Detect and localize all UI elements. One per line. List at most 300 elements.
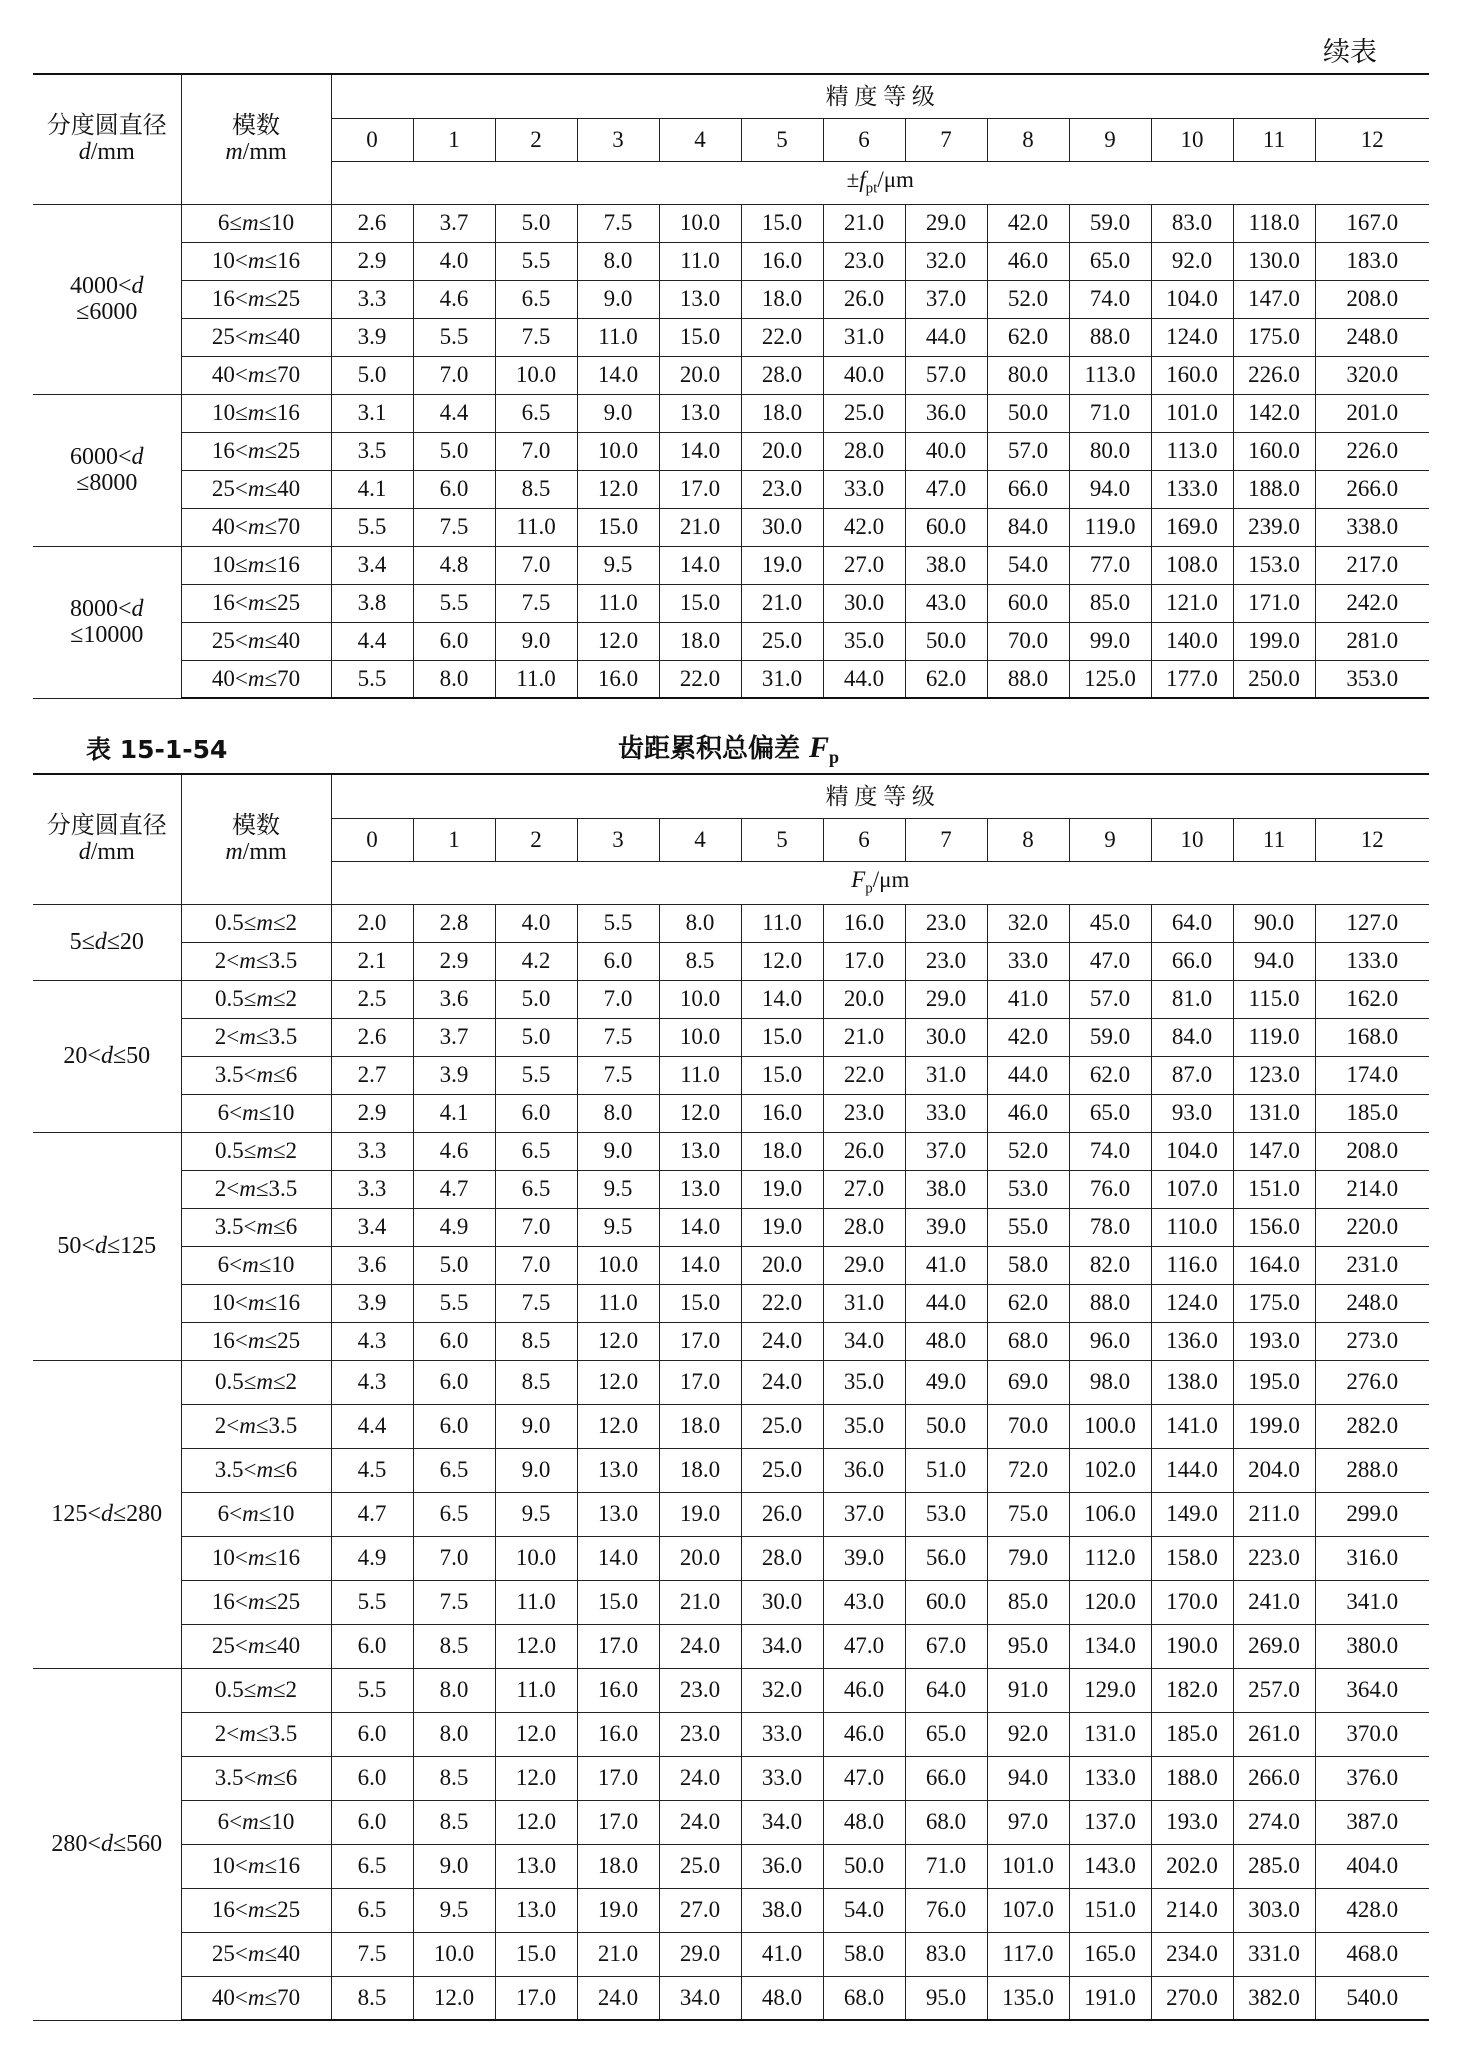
value-cell: 39.0 [905, 1208, 987, 1246]
value-cell: 29.0 [659, 1932, 741, 1976]
value-cell: 36.0 [823, 1448, 905, 1492]
value-cell: 15.0 [741, 1056, 823, 1094]
value-cell: 62.0 [905, 660, 987, 698]
module-range: 6<m≤10 [181, 1492, 331, 1536]
value-cell: 4.5 [331, 1448, 413, 1492]
value-cell: 37.0 [905, 1132, 987, 1170]
value-cell: 53.0 [987, 1170, 1069, 1208]
value-cell: 4.7 [331, 1492, 413, 1536]
value-cell: 26.0 [823, 280, 905, 318]
value-cell: 2.1 [331, 942, 413, 980]
value-cell: 6.0 [331, 1712, 413, 1756]
value-cell: 168.0 [1315, 1018, 1429, 1056]
value-cell: 8.5 [413, 1800, 495, 1844]
table-row [33, 1404, 1429, 1448]
value-cell: 6.5 [413, 1448, 495, 1492]
value-cell: 119.0 [1233, 1018, 1315, 1056]
value-cell: 288.0 [1315, 1448, 1429, 1492]
value-cell: 136.0 [1151, 1322, 1233, 1360]
value-cell: 28.0 [741, 1536, 823, 1580]
value-cell: 41.0 [905, 1246, 987, 1284]
value-cell: 8.5 [413, 1756, 495, 1800]
value-cell: 10.0 [577, 1246, 659, 1284]
value-cell: 16.0 [577, 1668, 659, 1712]
value-cell: 74.0 [1069, 1132, 1151, 1170]
value-cell: 48.0 [741, 1976, 823, 2020]
value-cell: 164.0 [1233, 1246, 1315, 1284]
table-row [33, 1170, 1429, 1208]
module-range: 2<m≤3.5 [181, 1404, 331, 1448]
value-cell: 35.0 [823, 622, 905, 660]
value-cell: 85.0 [987, 1580, 1069, 1624]
value-cell: 24.0 [659, 1756, 741, 1800]
grade-5: 5 [741, 818, 823, 861]
value-cell: 120.0 [1069, 1580, 1151, 1624]
value-cell: 34.0 [659, 1976, 741, 2020]
value-cell: 17.0 [495, 1976, 577, 2020]
value-cell: 3.3 [331, 1132, 413, 1170]
value-cell: 17.0 [577, 1756, 659, 1800]
table-row [33, 242, 1429, 280]
value-cell: 4.6 [413, 1132, 495, 1170]
value-cell: 316.0 [1315, 1536, 1429, 1580]
value-cell: 234.0 [1151, 1932, 1233, 1976]
value-cell: 9.0 [495, 1404, 577, 1448]
table-row [33, 1976, 1429, 2020]
value-cell: 276.0 [1315, 1360, 1429, 1404]
value-cell: 193.0 [1233, 1322, 1315, 1360]
value-cell: 54.0 [823, 1888, 905, 1932]
value-cell: 24.0 [741, 1322, 823, 1360]
value-cell: 50.0 [905, 622, 987, 660]
module-range: 3.5<m≤6 [181, 1448, 331, 1492]
value-cell: 6.0 [413, 470, 495, 508]
value-cell: 171.0 [1233, 584, 1315, 622]
value-cell: 9.0 [577, 394, 659, 432]
value-cell: 59.0 [1069, 1018, 1151, 1056]
table-row [33, 1844, 1429, 1888]
value-cell: 269.0 [1233, 1624, 1315, 1668]
value-cell: 25.0 [741, 622, 823, 660]
value-cell: 38.0 [905, 546, 987, 584]
value-cell: 140.0 [1151, 622, 1233, 660]
grade-10: 10 [1151, 118, 1233, 161]
value-cell: 11.0 [495, 660, 577, 698]
value-cell: 133.0 [1315, 942, 1429, 980]
value-cell: 214.0 [1315, 1170, 1429, 1208]
value-cell: 11.0 [741, 904, 823, 942]
table-row [33, 356, 1429, 394]
value-cell: 12.0 [495, 1800, 577, 1844]
value-cell: 3.6 [413, 980, 495, 1018]
module-range: 6<m≤10 [181, 1094, 331, 1132]
value-cell: 67.0 [905, 1624, 987, 1668]
diameter-range: 280<d≤560 [33, 1668, 181, 2020]
value-cell: 78.0 [1069, 1208, 1151, 1246]
value-cell: 47.0 [905, 470, 987, 508]
module-range: 10<m≤16 [181, 1284, 331, 1322]
grade-1: 1 [413, 118, 495, 161]
value-cell: 141.0 [1151, 1404, 1233, 1448]
value-cell: 92.0 [987, 1712, 1069, 1756]
table-row [33, 1132, 1429, 1170]
value-cell: 217.0 [1315, 546, 1429, 584]
value-cell: 28.0 [741, 356, 823, 394]
value-cell: 10.0 [495, 356, 577, 394]
table-row [33, 660, 1429, 698]
grade-11: 11 [1233, 118, 1315, 161]
diameter-range: 5≤d≤20 [33, 904, 181, 980]
value-cell: 42.0 [823, 508, 905, 546]
value-cell: 138.0 [1151, 1360, 1233, 1404]
value-cell: 160.0 [1151, 356, 1233, 394]
value-cell: 24.0 [659, 1624, 741, 1668]
value-cell: 54.0 [987, 546, 1069, 584]
value-cell: 21.0 [823, 204, 905, 242]
value-cell: 52.0 [987, 1132, 1069, 1170]
value-cell: 142.0 [1233, 394, 1315, 432]
grade-2: 2 [495, 118, 577, 161]
value-cell: 167.0 [1315, 204, 1429, 242]
value-cell: 52.0 [987, 280, 1069, 318]
grade-0: 0 [331, 118, 413, 161]
value-cell: 17.0 [577, 1800, 659, 1844]
value-cell: 382.0 [1233, 1976, 1315, 2020]
grade-7: 7 [905, 118, 987, 161]
value-cell: 320.0 [1315, 356, 1429, 394]
value-cell: 76.0 [1069, 1170, 1151, 1208]
value-cell: 364.0 [1315, 1668, 1429, 1712]
value-cell: 19.0 [741, 1170, 823, 1208]
value-cell: 37.0 [823, 1492, 905, 1536]
diameter-header: 分度圆直径 d/mm [33, 74, 181, 204]
value-cell: 2.9 [331, 1094, 413, 1132]
value-cell: 135.0 [987, 1976, 1069, 2020]
table-row [33, 622, 1429, 660]
value-cell: 303.0 [1233, 1888, 1315, 1932]
value-cell: 93.0 [1151, 1094, 1233, 1132]
value-cell: 133.0 [1151, 470, 1233, 508]
value-cell: 62.0 [1069, 1056, 1151, 1094]
value-cell: 6.0 [413, 622, 495, 660]
value-cell: 7.5 [495, 1284, 577, 1322]
value-cell: 10.0 [413, 1932, 495, 1976]
value-cell: 6.0 [413, 1322, 495, 1360]
value-cell: 160.0 [1233, 432, 1315, 470]
value-cell: 31.0 [905, 1056, 987, 1094]
value-cell: 68.0 [987, 1322, 1069, 1360]
value-cell: 87.0 [1151, 1056, 1233, 1094]
value-cell: 169.0 [1151, 508, 1233, 546]
value-cell: 124.0 [1151, 318, 1233, 356]
value-cell: 261.0 [1233, 1712, 1315, 1756]
value-cell: 69.0 [987, 1360, 1069, 1404]
value-cell: 3.9 [413, 1056, 495, 1094]
value-cell: 44.0 [905, 318, 987, 356]
value-cell: 71.0 [1069, 394, 1151, 432]
value-cell: 156.0 [1233, 1208, 1315, 1246]
value-cell: 2.7 [331, 1056, 413, 1094]
grade-12: 12 [1315, 118, 1429, 161]
value-cell: 193.0 [1151, 1800, 1233, 1844]
module-range: 6<m≤10 [181, 1246, 331, 1284]
value-cell: 151.0 [1069, 1888, 1151, 1932]
value-cell: 8.0 [413, 1712, 495, 1756]
value-cell: 175.0 [1233, 318, 1315, 356]
value-cell: 3.3 [331, 1170, 413, 1208]
value-cell: 95.0 [905, 1976, 987, 2020]
accuracy-grade-header: 精 度 等 级 [331, 74, 1429, 118]
value-cell: 9.5 [577, 546, 659, 584]
diameter-range: 6000<d ≤8000 [33, 394, 181, 546]
value-cell: 27.0 [823, 546, 905, 584]
value-cell: 10.0 [659, 1018, 741, 1056]
value-cell: 7.0 [577, 980, 659, 1018]
value-cell: 331.0 [1233, 1932, 1315, 1976]
value-cell: 8.0 [659, 904, 741, 942]
value-cell: 23.0 [905, 904, 987, 942]
module-range: 6≤m≤10 [181, 204, 331, 242]
value-cell: 8.5 [413, 1624, 495, 1668]
value-cell: 66.0 [987, 470, 1069, 508]
value-cell: 19.0 [577, 1888, 659, 1932]
value-cell: 147.0 [1233, 1132, 1315, 1170]
value-cell: 51.0 [905, 1448, 987, 1492]
value-cell: 8.0 [577, 1094, 659, 1132]
value-cell: 9.0 [495, 1448, 577, 1492]
value-cell: 6.5 [495, 1170, 577, 1208]
value-cell: 13.0 [577, 1448, 659, 1492]
value-cell: 22.0 [741, 318, 823, 356]
module-range: 3.5<m≤6 [181, 1756, 331, 1800]
value-cell: 11.0 [495, 508, 577, 546]
grade-8: 8 [987, 818, 1069, 861]
value-cell: 12.0 [741, 942, 823, 980]
value-cell: 137.0 [1069, 1800, 1151, 1844]
value-cell: 33.0 [823, 470, 905, 508]
module-range: 40<m≤70 [181, 1976, 331, 2020]
value-cell: 18.0 [741, 280, 823, 318]
value-cell: 33.0 [905, 1094, 987, 1132]
value-cell: 12.0 [495, 1624, 577, 1668]
value-cell: 79.0 [987, 1536, 1069, 1580]
value-cell: 104.0 [1151, 1132, 1233, 1170]
value-cell: 7.0 [495, 1246, 577, 1284]
value-cell: 19.0 [741, 1208, 823, 1246]
value-cell: 6.0 [331, 1624, 413, 1668]
value-cell: 33.0 [741, 1712, 823, 1756]
value-cell: 273.0 [1315, 1322, 1429, 1360]
value-cell: 162.0 [1315, 980, 1429, 1018]
table-row [33, 1580, 1429, 1624]
module-range: 0.5≤m≤2 [181, 1360, 331, 1404]
value-cell: 83.0 [1151, 204, 1233, 242]
value-cell: 7.0 [495, 546, 577, 584]
value-cell: 174.0 [1315, 1056, 1429, 1094]
value-cell: 130.0 [1233, 242, 1315, 280]
value-cell: 4.1 [413, 1094, 495, 1132]
value-cell: 3.7 [413, 204, 495, 242]
table-row [33, 546, 1429, 584]
value-cell: 97.0 [987, 1800, 1069, 1844]
value-cell: 4.1 [331, 470, 413, 508]
value-cell: 7.0 [413, 356, 495, 394]
header-row [33, 74, 1429, 118]
value-cell: 16.0 [823, 904, 905, 942]
module-range: 0.5≤m≤2 [181, 1132, 331, 1170]
value-cell: 5.0 [413, 432, 495, 470]
value-cell: 18.0 [659, 1448, 741, 1492]
module-range: 0.5≤m≤2 [181, 904, 331, 942]
value-cell: 17.0 [577, 1624, 659, 1668]
value-cell: 5.5 [413, 584, 495, 622]
value-cell: 147.0 [1233, 280, 1315, 318]
value-cell: 188.0 [1233, 470, 1315, 508]
value-cell: 57.0 [1069, 980, 1151, 1018]
value-cell: 10.0 [659, 204, 741, 242]
value-cell: 242.0 [1315, 584, 1429, 622]
value-cell: 14.0 [577, 1536, 659, 1580]
value-cell: 14.0 [577, 356, 659, 394]
value-cell: 129.0 [1069, 1668, 1151, 1712]
module-range: 10<m≤16 [181, 1536, 331, 1580]
value-cell: 32.0 [905, 242, 987, 280]
value-cell: 5.5 [331, 660, 413, 698]
value-cell: 12.0 [577, 622, 659, 660]
value-cell: 170.0 [1151, 1580, 1233, 1624]
value-cell: 2.8 [413, 904, 495, 942]
value-cell: 41.0 [987, 980, 1069, 1018]
value-cell: 220.0 [1315, 1208, 1429, 1246]
quantity-header: $F_p/\mu m$ [331, 861, 1429, 904]
value-cell: 30.0 [823, 584, 905, 622]
module-range: 10≤m≤16 [181, 546, 331, 584]
value-cell: 3.1 [331, 394, 413, 432]
module-range: 16<m≤25 [181, 584, 331, 622]
value-cell: 29.0 [905, 204, 987, 242]
value-cell: 42.0 [987, 1018, 1069, 1056]
diameter-range: 4000<d ≤6000 [33, 204, 181, 394]
value-cell: 21.0 [741, 584, 823, 622]
value-cell: 6.5 [331, 1844, 413, 1888]
value-cell: 13.0 [495, 1888, 577, 1932]
module-range: 16<m≤25 [181, 1888, 331, 1932]
value-cell: 14.0 [659, 432, 741, 470]
value-cell: 43.0 [905, 584, 987, 622]
value-cell: 46.0 [987, 1094, 1069, 1132]
value-cell: 127.0 [1315, 904, 1429, 942]
value-cell: 22.0 [659, 660, 741, 698]
value-cell: 4.0 [413, 242, 495, 280]
value-cell: 195.0 [1233, 1360, 1315, 1404]
value-cell: 65.0 [1069, 1094, 1151, 1132]
value-cell: 113.0 [1151, 432, 1233, 470]
value-cell: 7.0 [495, 432, 577, 470]
module-range: 40<m≤70 [181, 660, 331, 698]
value-cell: 23.0 [823, 242, 905, 280]
table-row [33, 980, 1429, 1018]
value-cell: 13.0 [495, 1844, 577, 1888]
value-cell: 96.0 [1069, 1322, 1151, 1360]
module-range: 25<m≤40 [181, 1932, 331, 1976]
table-row [33, 1536, 1429, 1580]
value-cell: 18.0 [659, 1404, 741, 1448]
grade-3: 3 [577, 818, 659, 861]
grade-1: 1 [413, 818, 495, 861]
value-cell: 5.5 [331, 1580, 413, 1624]
value-cell: 4.4 [331, 622, 413, 660]
value-cell: 29.0 [905, 980, 987, 1018]
value-cell: 41.0 [741, 1932, 823, 1976]
value-cell: 12.0 [495, 1712, 577, 1756]
value-cell: 9.5 [577, 1208, 659, 1246]
table-row [33, 432, 1429, 470]
value-cell: 94.0 [1069, 470, 1151, 508]
value-cell: 26.0 [741, 1492, 823, 1536]
value-cell: 468.0 [1315, 1932, 1429, 1976]
value-cell: 149.0 [1151, 1492, 1233, 1536]
value-cell: 274.0 [1233, 1800, 1315, 1844]
value-cell: 9.0 [495, 622, 577, 660]
value-cell: 24.0 [577, 1976, 659, 2020]
module-range: 3.5<m≤6 [181, 1056, 331, 1094]
value-cell: 15.0 [495, 1932, 577, 1976]
value-cell: 107.0 [1151, 1170, 1233, 1208]
value-cell: 2.6 [331, 1018, 413, 1056]
value-cell: 5.0 [495, 980, 577, 1018]
table-row [33, 1208, 1429, 1246]
table-row [33, 1668, 1429, 1712]
value-cell: 16.0 [741, 1094, 823, 1132]
table-row [33, 1322, 1429, 1360]
value-cell: 47.0 [823, 1624, 905, 1668]
module-range: 3.5<m≤6 [181, 1208, 331, 1246]
value-cell: 62.0 [987, 1284, 1069, 1322]
value-cell: 6.0 [331, 1800, 413, 1844]
value-cell: 123.0 [1233, 1056, 1315, 1094]
value-cell: 31.0 [823, 1284, 905, 1322]
value-cell: 270.0 [1151, 1976, 1233, 2020]
value-cell: 13.0 [577, 1492, 659, 1536]
value-cell: 65.0 [1069, 242, 1151, 280]
value-cell: 31.0 [823, 318, 905, 356]
value-cell: 9.5 [495, 1492, 577, 1536]
value-cell: 72.0 [987, 1448, 1069, 1492]
value-cell: 27.0 [823, 1170, 905, 1208]
value-cell: 4.8 [413, 546, 495, 584]
value-cell: 282.0 [1315, 1404, 1429, 1448]
module-range: 25<m≤40 [181, 318, 331, 356]
grade-10: 10 [1151, 818, 1233, 861]
value-cell: 3.4 [331, 546, 413, 584]
value-cell: 248.0 [1315, 1284, 1429, 1322]
value-cell: 50.0 [823, 1844, 905, 1888]
value-cell: 68.0 [823, 1976, 905, 2020]
value-cell: 59.0 [1069, 204, 1151, 242]
value-cell: 118.0 [1233, 204, 1315, 242]
value-cell: 6.0 [413, 1360, 495, 1404]
value-cell: 36.0 [905, 394, 987, 432]
module-range: 2<m≤3.5 [181, 1018, 331, 1056]
value-cell: 4.2 [495, 942, 577, 980]
module-range: 16<m≤25 [181, 1580, 331, 1624]
value-cell: 266.0 [1315, 470, 1429, 508]
value-cell: 84.0 [1151, 1018, 1233, 1056]
value-cell: 14.0 [659, 1246, 741, 1284]
value-cell: 16.0 [741, 242, 823, 280]
value-cell: 7.5 [577, 1056, 659, 1094]
value-cell: 8.5 [495, 1322, 577, 1360]
